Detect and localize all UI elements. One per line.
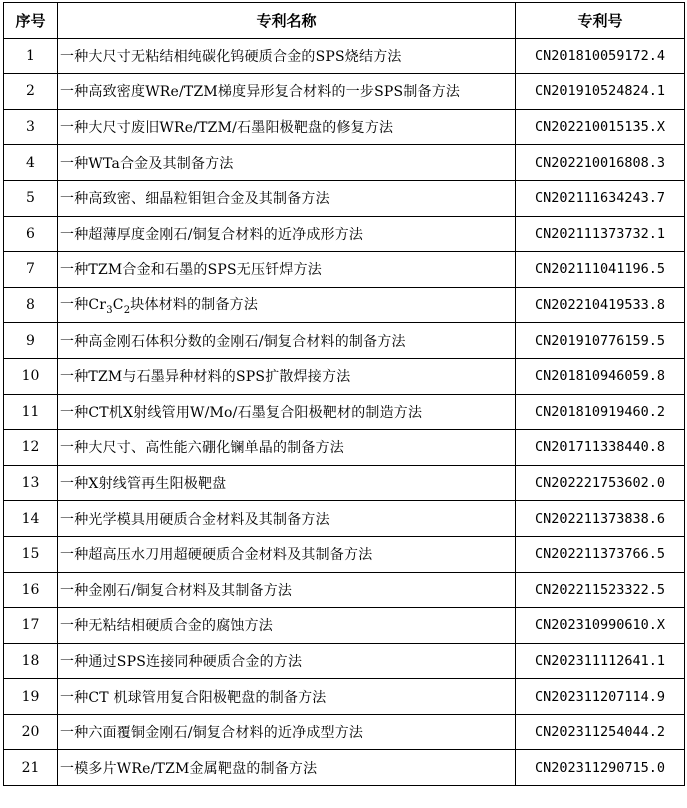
row-number: 15 [4, 536, 58, 572]
table-row [4, 608, 685, 644]
table-row [4, 180, 685, 216]
patent-number: CN201711338440.8 [516, 430, 685, 466]
row-number: 11 [4, 394, 58, 430]
patent-name: 一种高致密度WRe/TZM梯度异形复合材料的一步SPS制备方法 [58, 74, 516, 110]
patent-name: 一种大尺寸无粘结相纯碳化钨硬质合金的SPS烧结方法 [58, 38, 516, 74]
row-number: 2 [4, 74, 58, 110]
patent-number: CN201910524824.1 [516, 74, 685, 110]
table-row [4, 252, 685, 288]
patent-name: 一种通过SPS连接同种硬质合金的方法 [58, 643, 516, 679]
patent-number: CN202210419533.8 [516, 287, 685, 323]
row-number: 4 [4, 145, 58, 181]
table-row [4, 74, 685, 110]
patent-number: CN202311207114.9 [516, 679, 685, 715]
patent-name: 一模多片WRe/TZM金属靶盘的制备方法 [58, 750, 516, 786]
patent-table [3, 2, 685, 786]
patent-number: CN201810919460.2 [516, 394, 685, 430]
patent-number: CN201810059172.4 [516, 38, 685, 74]
table-row [4, 216, 685, 252]
patent-number: CN202211373838.6 [516, 501, 685, 537]
row-number: 6 [4, 216, 58, 252]
patent-number: CN202311112641.1 [516, 643, 685, 679]
patent-name: 一种无粘结相硬质合金的腐蚀方法 [58, 608, 516, 644]
table-row [4, 536, 685, 572]
row-number: 7 [4, 252, 58, 288]
patent-name: 一种光学模具用硬质合金材料及其制备方法 [58, 501, 516, 537]
patent-name: 一种高金刚石体积分数的金刚石/铜复合材料的制备方法 [58, 323, 516, 359]
header-no: 序号 [4, 3, 58, 39]
patent-name: 一种超薄厚度金刚石/铜复合材料的近净成形方法 [58, 216, 516, 252]
row-number: 3 [4, 109, 58, 145]
table-row [4, 38, 685, 74]
patent-number: CN202111373732.1 [516, 216, 685, 252]
table-row [4, 465, 685, 501]
patent-name: 一种CT机X射线管用W/Mo/石墨复合阳极靶材的制造方法 [58, 394, 516, 430]
table-row [4, 145, 685, 181]
patent-number: CN201910776159.5 [516, 323, 685, 359]
patent-number: CN201810946059.8 [516, 358, 685, 394]
table-row [4, 643, 685, 679]
patent-number: CN202221753602.0 [516, 465, 685, 501]
table-row [4, 394, 685, 430]
table-row [4, 714, 685, 750]
patent-name: 一种超高压水刀用超硬硬质合金材料及其制备方法 [58, 536, 516, 572]
patent-name: 一种CT 机球管用复合阳极靶盘的制备方法 [58, 679, 516, 715]
patent-name: 一种大尺寸、高性能六硼化镧单晶的制备方法 [58, 430, 516, 466]
table-row [4, 501, 685, 537]
patent-name: 一种TZM与石墨异种材料的SPS扩散焊接方法 [58, 358, 516, 394]
row-number: 16 [4, 572, 58, 608]
row-number: 19 [4, 679, 58, 715]
patent-name: 一种高致密、细晶粒钼钽合金及其制备方法 [58, 180, 516, 216]
row-number: 1 [4, 38, 58, 74]
header-row [4, 3, 685, 39]
patent-name: 一种六面覆铜金刚石/铜复合材料的近净成型方法 [58, 714, 516, 750]
table-row [4, 750, 685, 786]
patent-name: 一种TZM合金和石墨的SPS无压钎焊方法 [58, 252, 516, 288]
row-number: 5 [4, 180, 58, 216]
patent-number: CN202311290715.0 [516, 750, 685, 786]
row-number: 8 [4, 287, 58, 323]
header-name: 专利名称 [58, 3, 516, 39]
table-row [4, 679, 685, 715]
patent-name: 一种金刚石/铜复合材料及其制备方法 [58, 572, 516, 608]
row-number: 21 [4, 750, 58, 786]
table-row [4, 430, 685, 466]
row-number: 9 [4, 323, 58, 359]
patent-name: 一种X射线管再生阳极靶盘 [58, 465, 516, 501]
row-number: 20 [4, 714, 58, 750]
row-number: 12 [4, 430, 58, 466]
row-number: 10 [4, 358, 58, 394]
table-body [4, 38, 685, 785]
row-number: 14 [4, 501, 58, 537]
table-row [4, 572, 685, 608]
patent-number: CN202111634243.7 [516, 180, 685, 216]
table-row [4, 358, 685, 394]
patent-number: CN202311254044.2 [516, 714, 685, 750]
patent-number: CN202210016808.3 [516, 145, 685, 181]
patent-name: 一种$Cr_3C_2$块体材料的制备方法 [58, 287, 516, 323]
row-number: 17 [4, 608, 58, 644]
table-row [4, 109, 685, 145]
patent-number: CN202310990610.X [516, 608, 685, 644]
patent-name: 一种WTa合金及其制备方法 [58, 145, 516, 181]
patent-number: CN202211523322.5 [516, 572, 685, 608]
patent-name: 一种大尺寸废旧WRe/TZM/石墨阳极靶盘的修复方法 [58, 109, 516, 145]
patent-number: CN202111041196.5 [516, 252, 685, 288]
table-row [4, 323, 685, 359]
row-number: 18 [4, 643, 58, 679]
table-row [4, 287, 685, 323]
patent-number: CN202210015135.X [516, 109, 685, 145]
row-number: 13 [4, 465, 58, 501]
header-number: 专利号 [516, 3, 685, 39]
patent-number: CN202211373766.5 [516, 536, 685, 572]
